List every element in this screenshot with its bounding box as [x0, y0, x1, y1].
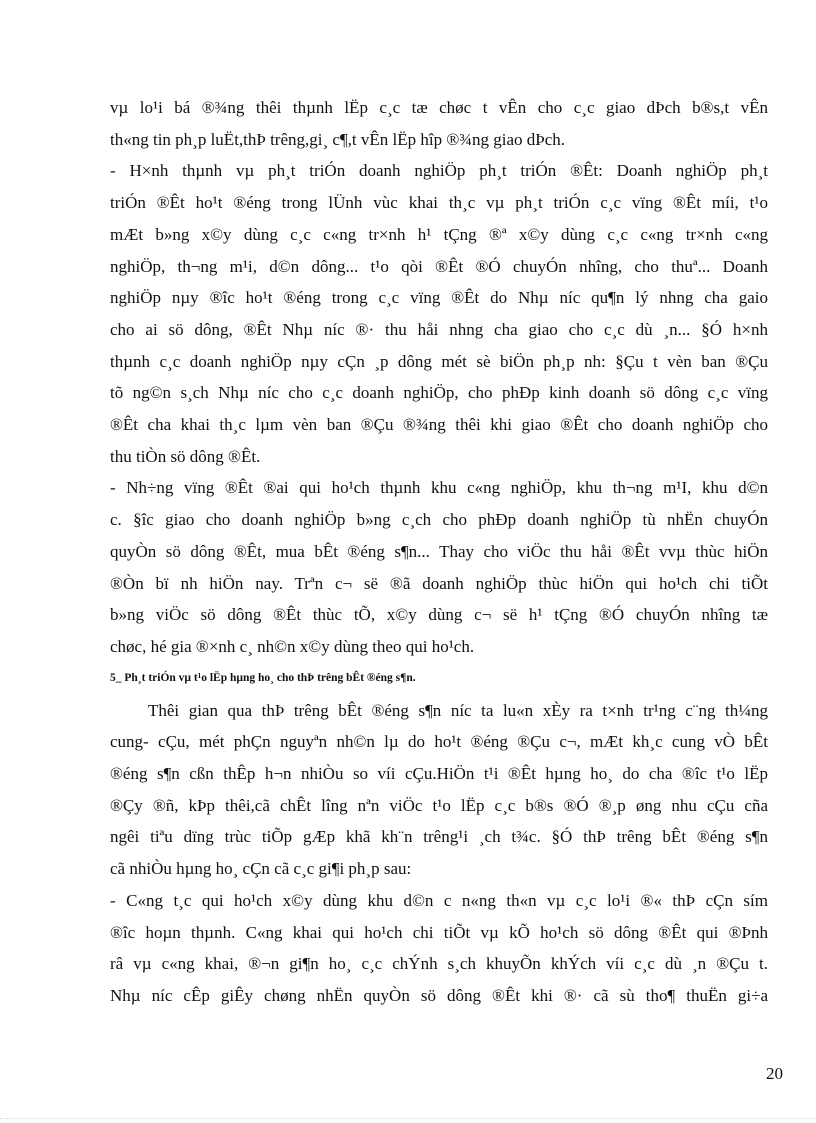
text-line: ®Êt cha khai th¸c lµm vèn ban ®Çu ®¾ng thêi khi giao ®Êt cho doanh nghiÖp cho — [110, 415, 768, 435]
text-line: ®Òn bï nh hiÖn nay. Trªn c¬ së ®ã doanh nghiÖp thùc hiÖn qui ho¹ch chi tiÕt — [110, 573, 768, 593]
text-line: thµnh c¸c doanh nghiÖp nµy cÇn ¸p dông mét sè biÖn ph¸p nh: §Çu t vèn ban ®Çu — [110, 351, 768, 371]
text-line: triÓn ®Êt ho¹t ®éng trong lÜnh vùc khai th¸c vµ ph¸t triÓn c¸c vïng ®Êt míi, t¹o — [110, 193, 768, 213]
text-line: b»ng viÖc sö dông ®Êt thùc tÕ, x©y dùng c¬ së h¹ tÇng ®Ó chuyÓn nhîng tæ — [110, 605, 768, 625]
text-line: - C«ng t¸c qui ho¹ch x©y dùng khu d©n c n«ng th«n vµ c¸c lo¹i ®« thÞ cÇn sím — [110, 890, 768, 910]
text-line: ®îc hoµn thµnh. C«ng khai qui ho¹ch chi tiÕt vµ kÕ ho¹ch sö dông ®Êt qui ®Þnh — [110, 922, 768, 942]
text-line: cung- cÇu, mét phÇn nguyªn nh©n lµ do ho¹t ®éng ®Çu c¬, mÆt kh¸c cung vÒ bÊt — [110, 732, 768, 752]
text-line: cã nhiÒu hµng ho¸ cÇn cã c¸c gi¶i ph¸p sau: — [110, 859, 412, 879]
paragraph-industrial-zones — [110, 472, 768, 662]
text-line: - H×nh thµnh vµ ph¸t triÓn doanh nghiÖp ph¸t triÓn ®Êt: Doanh nghiÖp ph¸t — [110, 161, 768, 181]
text-line: cho ai sö dông, ®Êt Nhµ níc ®· thu håi nhng cha giao cho c¸c dù ¸n... §Ó h×nh — [110, 319, 768, 339]
section-heading: 5_ Ph¸t triÓn vµ t¹o lËp hµng ho¸ cho thÞ trêng bÊt ®éng s¶n. — [110, 671, 416, 684]
text-line: chøc, hé gia ®×nh c¸ nh©n x©y dùng theo qui ho¹ch. — [110, 636, 475, 656]
text-line: ngêi tiªu dïng trùc tiÕp gÆp khã kh¨n trêng¹i ¸ch t¾c. §Ó thÞ trêng bÊt ®éng s¶n — [110, 827, 768, 847]
text-line: th«ng tin ph¸p luËt,thÞ trêng,gi¸ c¶,t vÊn lËp hîp ®¾ng giao dÞch. — [110, 129, 566, 149]
text-line: c. §îc giao cho doanh nghiÖp b»ng c¸ch cho phÐp doanh nghiÖp tù nhËn chuyÓn — [110, 510, 768, 530]
paragraph-market-supply — [110, 695, 768, 885]
text-line: ®Çy ®ñ, kÞp thêi,cã chÊt lîng nªn viÖc t¹o lËp c¸c b®s ®Ó ®¸p øng nhu cÇu cña — [110, 795, 768, 815]
page-number: 20 — [766, 1064, 783, 1083]
paragraph-land-development-enterprises — [110, 155, 768, 472]
text-line: nghiÖp nµy ®îc ho¹t ®éng trong c¸c vïng ®Êt do Nhµ níc qu¶n lý nhng cha gaio — [110, 288, 768, 308]
text-line: thu tiÒn sö dông ®Êt. — [110, 446, 261, 466]
text-line: Nhµ níc cÊp giÊy chøng nhËn quyÒn sö dông ®Êt khi ®· cã sù tho¶ thuËn gi÷a — [110, 985, 768, 1005]
text-line: - Nh÷ng vïng ®Êt ®ai qui ho¹ch thµnh khu c«ng nghiÖp, khu th¬ng m¹I, khu d©n — [110, 478, 768, 498]
paragraph-legal-consulting — [110, 92, 768, 155]
page-bottom-divider — [0, 1118, 816, 1119]
text-line: Thêi gian qua thÞ trêng bÊt ®éng s¶n níc ta lu«n xÈy ra t×nh tr¹ng c¨ng th¼ng — [148, 700, 768, 720]
text-line: râ vµ c«ng khai, ®¬n gi¶n ho¸ c¸c chÝnh s¸ch khuyÕn khÝch víi c¸c dù ¸n ®Çu t. — [110, 954, 768, 974]
text-line: vµ lo¹i bá ®¾ng thêi thµnh lËp c¸c tæ chøc t vÊn cho c¸c giao dÞch b®s,t vÊn — [110, 98, 768, 117]
text-line: nghiÖp, th¬ng m¹i, d©n dông... t¹o qòi ®Êt ®Ó chuyÓn nhîng, cho thuª... Doanh — [110, 256, 768, 276]
text-line: quyÒn sö dông ®Êt, mua bÊt ®éng s¶n... Thay cho viÖc thu håi ®Êt vvµ thùc hiÖn — [110, 541, 768, 561]
text-line: tõ ng©n s¸ch Nhµ níc cho c¸c doanh nghiÖp, cho phÐp kinh doanh sö dông c¸c vïng — [110, 383, 768, 403]
paragraph-planning-work — [110, 885, 768, 1012]
page-body — [110, 92, 768, 1012]
text-line: ®éng s¶n cßn thÊp h¬n nhiÒu so víi cÇu.HiÖn t¹i ®Êt hµng ho¸ do cha ®îc t¹o lËp — [110, 764, 768, 784]
text-line: mÆt b»ng x©y dùng c¸c c«ng tr×nh h¹ tÇng ®ª x©y dùng c¸c c«ng tr×nh c«ng — [110, 224, 768, 244]
